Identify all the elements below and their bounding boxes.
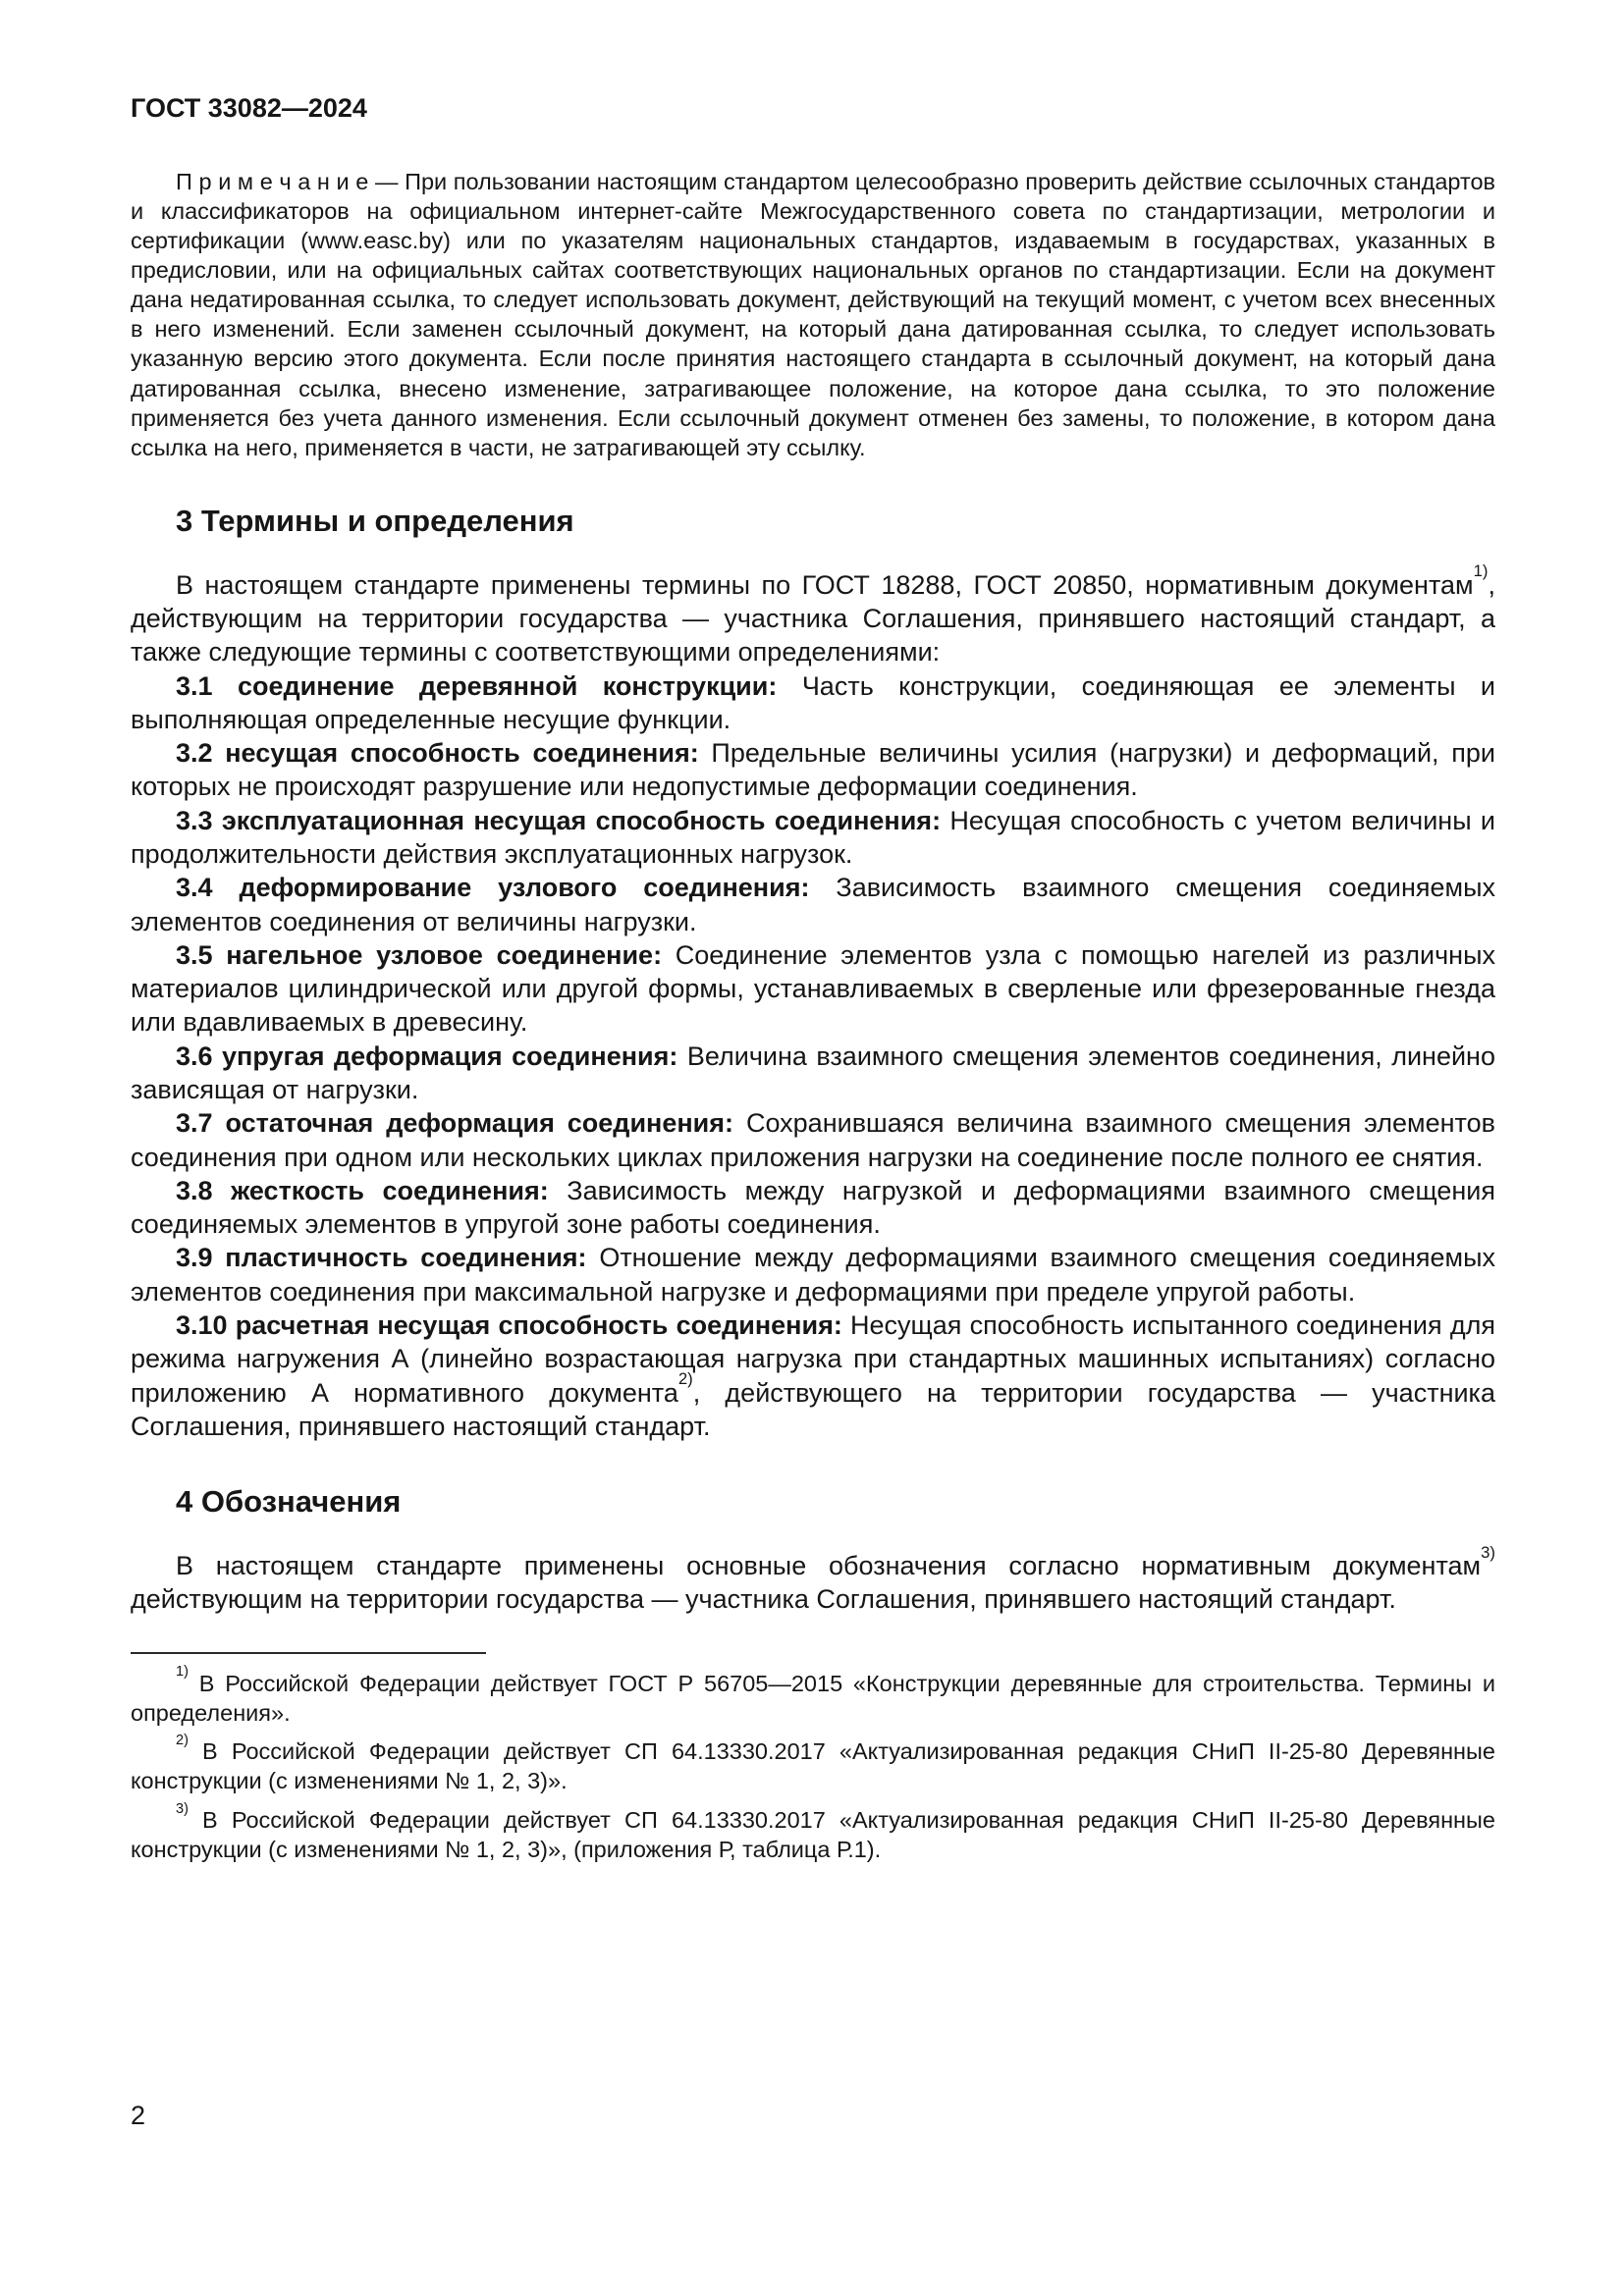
footnote-ref-2: 2) (677, 1369, 693, 1388)
term-definition-3-7 (131, 1106, 1495, 1174)
section-4-intro-text: В настоящем стандарте применены основные обозначения согласно нормативным документам (176, 1551, 1482, 1581)
section-3-intro-text: В настоящем стандарте применены термины по ГОСТ 18288, ГОСТ 20850, нормативным документам (176, 569, 1474, 600)
section-3-heading: 3 Термины и определения (176, 503, 574, 538)
term-definition-3-10 (131, 1308, 1495, 1443)
term-definition-3-5 (131, 938, 1495, 1040)
footnote-3-text: В Российской Федерации действует СП 64.13330.2017 «Актуализированная редакция СНиП II-25-80 Деревянные конструкции (с изменениями № 1, 2, 3)», (приложения Р, таблица Р.1). (131, 1807, 1495, 1862)
term-number: 3.4 (176, 873, 213, 903)
term-name: пластичность соединения: (225, 1243, 587, 1273)
section-4-intro-text-cont: действующим на территории государства — участника Соглашения, принявшего настоящий стандарт. (131, 1584, 1396, 1615)
term-text: Часть конструкции, соединяющая ее элементы и выполняющая определенные несущие функции. (131, 670, 1495, 734)
footnote-2-text: В Российской Федерации действует СП 64.13330.2017 «Актуализированная редакция СНиП II-25-80 Деревянные конструкции (с изменениями № 1, 2, 3)». (131, 1738, 1495, 1794)
doc-number: ГОСТ 33082—2024 (131, 93, 367, 123)
term-number: 3.10 (176, 1309, 228, 1340)
term-name: соединение деревянной конструкции: (237, 670, 778, 701)
section-3-intro-text-cont: , действующим на территории государства — участника Соглашения, принявшего настоящий стандарт, а также следующие термины с соответствующими определениями: (131, 569, 1495, 667)
section-3-intro (131, 561, 1495, 669)
section-4-heading: 4 Обозначения (176, 1484, 402, 1520)
term-text: Несущая способность испытанного соединения для режима нагружения А (линейно возрастающая нагрузка при стандартных машинных испытаниях) согласно приложению А нормативного документа (131, 1309, 1495, 1408)
footnote-2 (131, 1732, 1495, 1796)
footnote-1-marker: 1) (176, 1664, 189, 1681)
term-name: несущая способность соединения: (225, 738, 699, 769)
footnote-3 (131, 1800, 1495, 1865)
term-definition-3-8 (131, 1174, 1495, 1242)
term-definition-3-1 (131, 669, 1495, 737)
term-text-cont: , действующего на территории государства — участника Соглашения, принявшего настоящий стандарт. (131, 1377, 1495, 1441)
term-text: Несущая способность с учетом величины и продолжительности действия эксплуатационных нагрузок. (131, 805, 1495, 870)
term-text: Соединение элементов узла с помощью нагелей из различных материалов цилиндрической или другой формы, устанавливаемых в сверленые или фрезерованные гнезда или вдавливаемых в древесину. (131, 939, 1495, 1038)
note-text: При пользовании настоящим стандартом целесообразно проверить действие ссылочных стандартов и классификаторов на официальном интернет-сайте Межгосударственного совета по стандартизации, метрологии и сертификации (www.easc.by) или по указателям национальных стандартов, издаваемым в государствах, указанных в предисловии, или на официальных сайтах соответствующих национальных органов по стандартизации. Если на документ дана недатированная ссылка, то следует использовать документ, действующий на текущий момент, с учетом всех внесенных в него изменений. Если заменен ссылочный документ, на который дана датированная ссылка, то следует использовать указанную версию этого документа. Если после принятия настоящего стандарта в ссылочный документ, на который дана датированная ссылка, внесено изменение, затрагивающее положение, на которое дана ссылка, то это положение применяется без учета данного изменения. Если ссылочный документ отменен без замены, то положение, в котором дана ссылка на него, применяется в части, не затрагивающей эту ссылку. (131, 169, 1495, 460)
term-definition-3-3 (131, 804, 1495, 872)
footnote-block (131, 1652, 1495, 1865)
footnote-separator (131, 1652, 486, 1654)
footnote-ref-3: 3) (1481, 1542, 1495, 1562)
term-number: 3.7 (176, 1108, 213, 1139)
term-number: 3.1 (176, 670, 213, 701)
term-name: жесткость соединения: (231, 1175, 549, 1205)
term-number: 3.3 (176, 805, 213, 835)
term-name: нагельное узловое соединение: (226, 939, 663, 970)
term-number: 3.2 (176, 738, 213, 769)
term-definition-3-6 (131, 1040, 1495, 1107)
term-name: остаточная деформация соединения: (225, 1108, 734, 1139)
term-definition-3-9 (131, 1241, 1495, 1308)
term-text: Зависимость взаимного смещения соединяемых элементов соединения от величины нагрузки. (131, 873, 1495, 936)
term-text: Величина взаимного смещения элементов соединения, линейно зависящая от нагрузки. (131, 1041, 1495, 1104)
references-note (131, 167, 1495, 462)
term-text: Сохранившаяся величина взаимного смещения элементов соединения при одном или нескольких циклах приложения нагрузки на соединение после полного ее снятия. (131, 1108, 1495, 1172)
term-number: 3.8 (176, 1175, 213, 1205)
footnote-3-marker: 3) (176, 1800, 189, 1817)
footnote-1 (131, 1664, 1495, 1729)
term-name: расчетная несущая способность соединения: (235, 1309, 842, 1340)
footnote-2-marker: 2) (176, 1732, 189, 1748)
term-name: эксплуатационная несущая способность соединения: (221, 805, 942, 835)
term-number: 3.9 (176, 1243, 213, 1273)
term-definition-3-2 (131, 736, 1495, 804)
term-name: упругая деформация соединения: (222, 1041, 678, 1071)
term-number: 3.6 (176, 1041, 213, 1071)
term-definition-3-4 (131, 871, 1495, 938)
term-text: Отношение между деформациями взаимного смещения соединяемых элементов соединения при максимальной нагрузке и деформациями при пределе упругой работы. (131, 1243, 1495, 1307)
footnote-ref-1: 1) (1473, 561, 1489, 581)
note-label: П р и м е ч а н и е — (176, 169, 406, 194)
term-name: деформирование узлового соединения: (239, 873, 810, 903)
term-number: 3.5 (176, 939, 213, 970)
footnote-1-text: В Российской Федерации действует ГОСТ Р 56705—2015 «Конструкции деревянные для строительства. Термины и определения». (131, 1670, 1495, 1726)
term-text: Зависимость между нагрузкой и деформациями взаимного смещения соединяемых элементов в упругой зоне работы соединения. (131, 1175, 1495, 1240)
section-4-intro (131, 1542, 1495, 1617)
term-text: Предельные величины усилия (нагрузки) и деформаций, при которых не происходят разрушение или недопустимые деформации соединения. (131, 738, 1495, 802)
page-number: 2 (131, 2101, 146, 2130)
